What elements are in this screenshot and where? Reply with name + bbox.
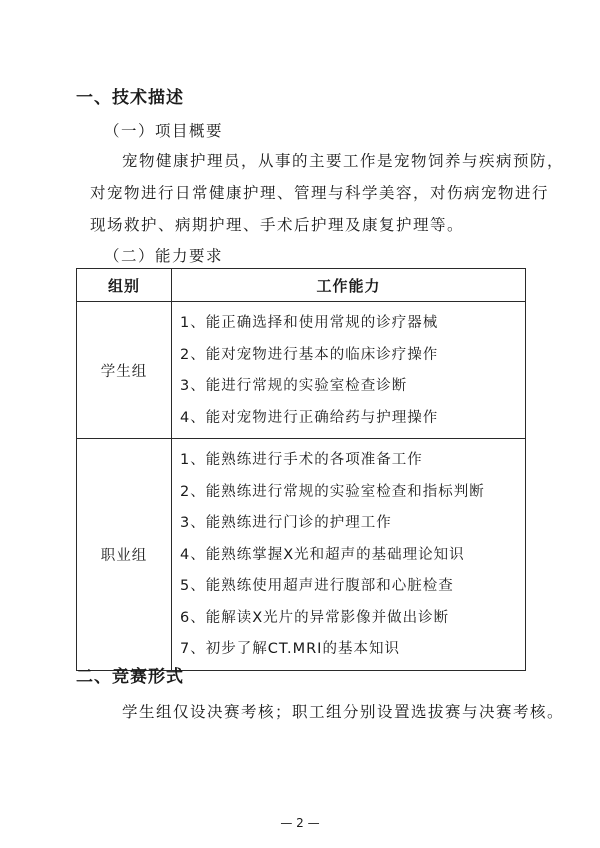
- ability-item: 5、能熟练使用超声进行腹部和心脏检查: [180, 578, 454, 594]
- table-row: [77, 302, 526, 439]
- header-ability: 工作能力: [172, 269, 526, 302]
- overview-line: 宠物健康护理员，从事的主要工作是宠物饲养与疾病预防，: [122, 152, 565, 170]
- ability-item: 7、初步了解CT.MRI的基本知识: [180, 641, 400, 657]
- ability-item: 4、能熟练掌握X光和超声的基础理论知识: [180, 546, 465, 563]
- ability-item: 2、能对宠物进行基本的临床诊疗操作: [180, 346, 439, 363]
- ability-item: 1、能熟练进行手术的各项准备工作: [180, 452, 423, 468]
- subsection-heading-overview: （一）项目概要: [104, 122, 224, 140]
- overview-line: 现场救护、病期护理、手术后护理及康复护理等。: [90, 216, 465, 234]
- competition-format-text: 学生组仅设决赛考核；职工组分别设置选拔赛与决赛考核。: [122, 703, 565, 721]
- competition-format-paragraph: [90, 696, 565, 728]
- group-name-professional: 职业组: [77, 439, 172, 671]
- table-header-row: [77, 269, 526, 302]
- ability-item: 3、能进行常规的实验室检查诊断: [180, 378, 408, 394]
- header-group: 组别: [77, 269, 172, 302]
- ability-list-professional: [172, 439, 526, 671]
- ability-item: 4、能对宠物进行正确给药与护理操作: [180, 409, 439, 426]
- group-name-student: 学生组: [77, 302, 172, 439]
- overview-line: 对宠物进行日常健康护理、管理与科学美容，对伤病宠物进行: [90, 184, 550, 202]
- ability-item: 2、能熟练进行常规的实验室检查和指标判断: [180, 483, 485, 500]
- overview-paragraph: [90, 145, 565, 241]
- ability-table: [76, 268, 526, 671]
- subsection-heading-ability-requirements: （二）能力要求: [104, 247, 224, 265]
- page-number: — 2 —: [280, 816, 320, 830]
- section-heading-competition-format: 二、竞赛形式: [76, 667, 184, 687]
- ability-list-student: [172, 302, 526, 439]
- ability-item: 6、能解读X光片的异常影像并做出诊断: [180, 609, 450, 626]
- ability-item: 1、能正确选择和使用常规的诊疗器械: [180, 315, 439, 331]
- section-heading-technical-description: 一、技术描述: [76, 88, 184, 108]
- table-row: [77, 439, 526, 671]
- ability-item: 3、能熟练进行门诊的护理工作: [180, 515, 392, 531]
